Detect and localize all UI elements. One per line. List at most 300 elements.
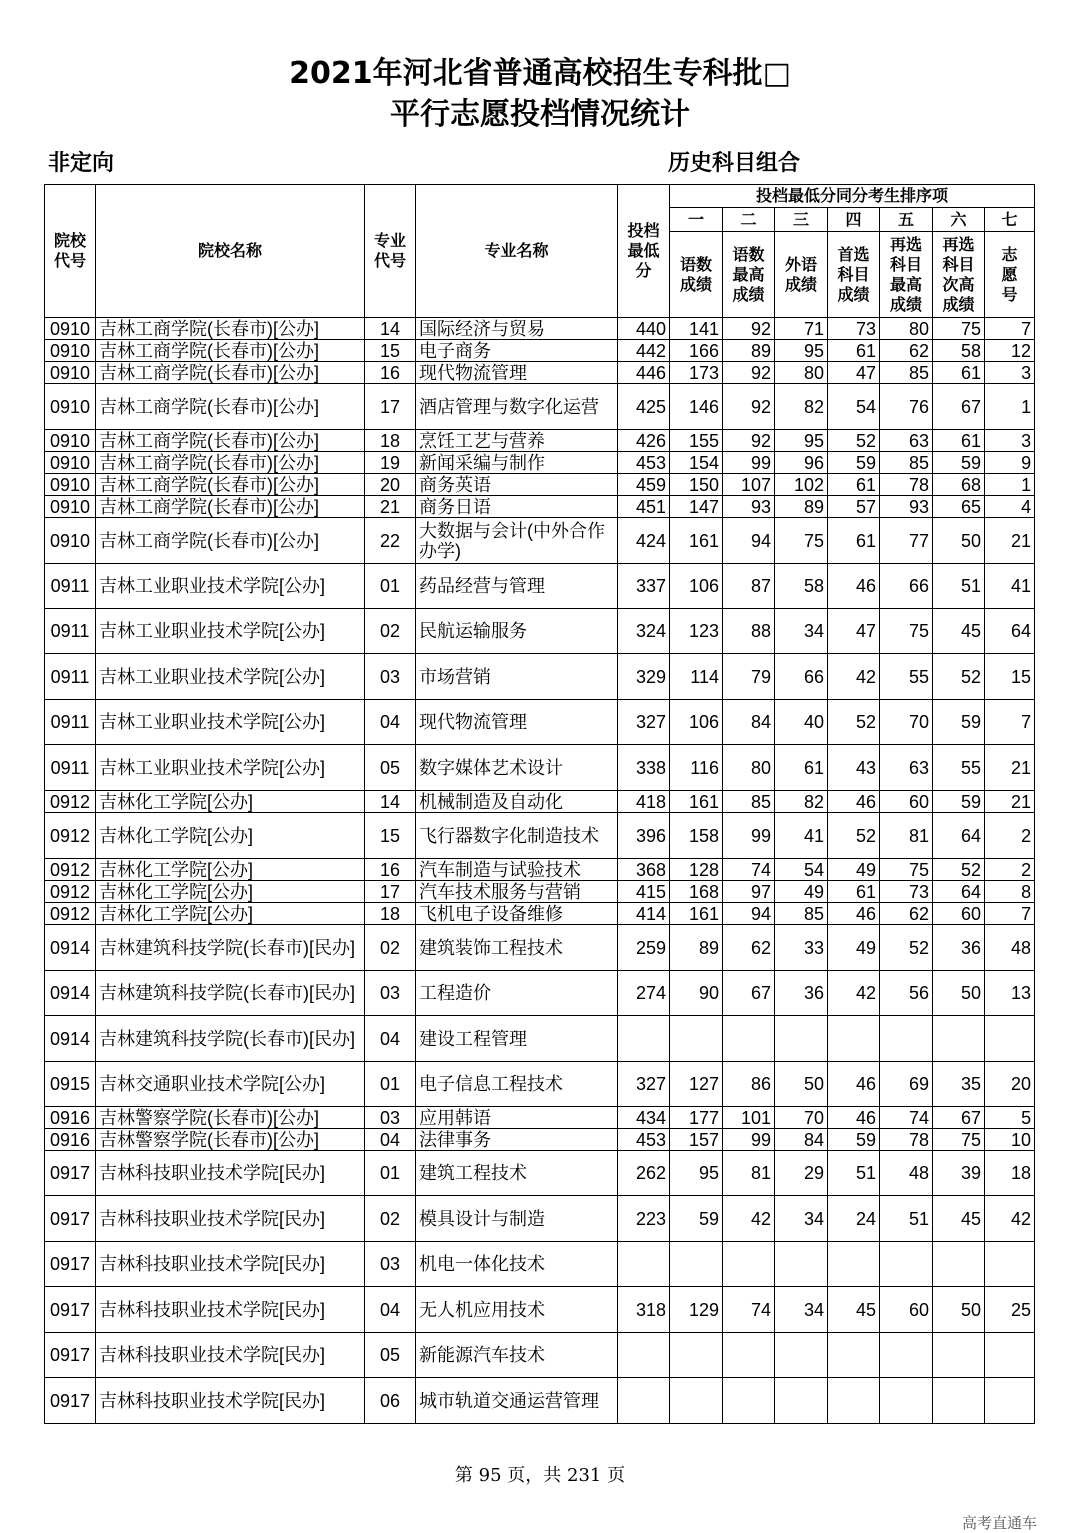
- score-5-cell: 75: [880, 859, 933, 881]
- school-code-cell: 0914: [45, 925, 96, 971]
- score-4-cell: 49: [828, 859, 880, 881]
- school-name-cell: 吉林工商学院(长春市)[公办]: [96, 340, 365, 362]
- table-row: [45, 654, 1035, 700]
- major-name-cell: 机电一体化技术: [416, 1242, 618, 1287]
- major-name-cell: 酒店管理与数字化运营: [416, 384, 618, 430]
- page-footer: 第 95 页，共 231 页: [454, 1465, 626, 1486]
- preference-cell: 9: [985, 452, 1035, 474]
- score-2-cell: 42: [723, 1196, 775, 1242]
- school-code-cell: 0911: [45, 745, 96, 791]
- score-5-cell: 60: [880, 791, 933, 813]
- table-row: [45, 1016, 1035, 1062]
- header-sub: 再选科目最高成绩: [880, 232, 933, 318]
- major-code-cell: 06: [365, 1378, 416, 1424]
- score-4-cell: 42: [828, 654, 880, 700]
- major-code-cell: 15: [365, 813, 416, 859]
- major-name-cell: 民航运输服务: [416, 609, 618, 654]
- major-name-cell: 药品经营与管理: [416, 564, 618, 609]
- preference-cell: 25: [985, 1287, 1035, 1333]
- header-order: 五: [880, 208, 933, 232]
- score-1-cell: 116: [670, 745, 723, 791]
- score-1-cell: 150: [670, 474, 723, 496]
- score-5-cell: [880, 1378, 933, 1424]
- score-3-cell: 58: [775, 564, 828, 609]
- score-3-cell: 82: [775, 384, 828, 430]
- score-1-cell: 129: [670, 1287, 723, 1333]
- header-school-code: 院校代号: [45, 185, 96, 318]
- score-2-cell: 92: [723, 384, 775, 430]
- score-5-cell: 74: [880, 1107, 933, 1129]
- table-row: [45, 903, 1035, 925]
- major-code-cell: 01: [365, 1062, 416, 1107]
- score-3-cell: 96: [775, 452, 828, 474]
- preference-cell: 3: [985, 362, 1035, 384]
- preference-cell: [985, 1333, 1035, 1378]
- school-code-cell: 0911: [45, 700, 96, 745]
- school-code-cell: 0911: [45, 564, 96, 609]
- table-row: [45, 971, 1035, 1016]
- min-score-cell: 327: [618, 700, 670, 745]
- min-score-cell: 415: [618, 881, 670, 903]
- preference-cell: 8: [985, 881, 1035, 903]
- score-6-cell: 45: [933, 1196, 985, 1242]
- major-name-cell: 飞机电子设备维修: [416, 903, 618, 925]
- header-school-name: 院校名称: [96, 185, 365, 318]
- score-5-cell: 62: [880, 903, 933, 925]
- min-score-cell: [618, 1016, 670, 1062]
- score-2-cell: 92: [723, 318, 775, 340]
- major-name-cell: 商务日语: [416, 496, 618, 518]
- preference-cell: 21: [985, 518, 1035, 564]
- score-5-cell: 78: [880, 474, 933, 496]
- table-row: [45, 881, 1035, 903]
- school-name-cell: 吉林化工学院[公办]: [96, 791, 365, 813]
- score-6-cell: 51: [933, 564, 985, 609]
- score-6-cell: 50: [933, 971, 985, 1016]
- preference-cell: 7: [985, 318, 1035, 340]
- school-code-cell: 0912: [45, 903, 96, 925]
- score-5-cell: 55: [880, 654, 933, 700]
- score-5-cell: 78: [880, 1129, 933, 1151]
- major-code-cell: 21: [365, 496, 416, 518]
- score-6-cell: 36: [933, 925, 985, 971]
- score-1-cell: 173: [670, 362, 723, 384]
- major-name-cell: 建设工程管理: [416, 1016, 618, 1062]
- score-1-cell: 123: [670, 609, 723, 654]
- school-code-cell: 0910: [45, 340, 96, 362]
- score-2-cell: 107: [723, 474, 775, 496]
- preference-cell: 15: [985, 654, 1035, 700]
- min-score-cell: [618, 1242, 670, 1287]
- min-score-cell: 414: [618, 903, 670, 925]
- preference-cell: [985, 1378, 1035, 1424]
- score-5-cell: 73: [880, 881, 933, 903]
- score-2-cell: 94: [723, 903, 775, 925]
- table-row: [45, 362, 1035, 384]
- school-code-cell: 0915: [45, 1062, 96, 1107]
- score-2-cell: 80: [723, 745, 775, 791]
- school-name-cell: 吉林警察学院(长春市)[公办]: [96, 1129, 365, 1151]
- score-2-cell: 67: [723, 971, 775, 1016]
- header-sub: 外语成绩: [775, 232, 828, 318]
- major-code-cell: 16: [365, 362, 416, 384]
- subtitle-right: 历史科目组合: [668, 151, 801, 176]
- preference-cell: 10: [985, 1129, 1035, 1151]
- page-title-line1: 2021年河北省普通高校招生专科批□: [289, 56, 791, 91]
- major-name-cell: 建筑装饰工程技术: [416, 925, 618, 971]
- min-score-cell: 426: [618, 430, 670, 452]
- min-score-cell: 459: [618, 474, 670, 496]
- min-score-cell: 259: [618, 925, 670, 971]
- header-major-code: 专业代号: [365, 185, 416, 318]
- table-row: [45, 700, 1035, 745]
- min-score-cell: 338: [618, 745, 670, 791]
- min-score-cell: 318: [618, 1287, 670, 1333]
- major-name-cell: 建筑工程技术: [416, 1151, 618, 1196]
- school-name-cell: 吉林工商学院(长春市)[公办]: [96, 362, 365, 384]
- score-4-cell: 49: [828, 925, 880, 971]
- score-6-cell: [933, 1016, 985, 1062]
- table-row: [45, 430, 1035, 452]
- score-6-cell: 50: [933, 518, 985, 564]
- major-code-cell: 16: [365, 859, 416, 881]
- major-name-cell: 模具设计与制造: [416, 1196, 618, 1242]
- major-code-cell: 04: [365, 700, 416, 745]
- score-4-cell: 59: [828, 1129, 880, 1151]
- score-1-cell: 90: [670, 971, 723, 1016]
- score-6-cell: 68: [933, 474, 985, 496]
- table-row: [45, 1287, 1035, 1333]
- score-3-cell: 54: [775, 859, 828, 881]
- score-6-cell: 75: [933, 318, 985, 340]
- header-sub: 再选科目次高成绩: [933, 232, 985, 318]
- score-3-cell: 70: [775, 1107, 828, 1129]
- score-6-cell: [933, 1378, 985, 1424]
- score-6-cell: [933, 1242, 985, 1287]
- preference-cell: 13: [985, 971, 1035, 1016]
- major-code-cell: 14: [365, 791, 416, 813]
- table-row: [45, 1107, 1035, 1129]
- min-score-cell: 446: [618, 362, 670, 384]
- school-code-cell: 0910: [45, 518, 96, 564]
- header-order: 七: [985, 208, 1035, 232]
- score-1-cell: [670, 1333, 723, 1378]
- table-body: [45, 318, 1035, 1424]
- school-code-cell: 0917: [45, 1378, 96, 1424]
- preference-cell: [985, 1242, 1035, 1287]
- major-code-cell: 02: [365, 1196, 416, 1242]
- score-1-cell: 106: [670, 564, 723, 609]
- score-6-cell: 60: [933, 903, 985, 925]
- school-name-cell: 吉林工业职业技术学院[公办]: [96, 609, 365, 654]
- preference-cell: 48: [985, 925, 1035, 971]
- score-4-cell: 61: [828, 881, 880, 903]
- score-1-cell: 141: [670, 318, 723, 340]
- school-name-cell: 吉林交通职业技术学院[公办]: [96, 1062, 365, 1107]
- header-min-score: 投档最低分: [618, 185, 670, 318]
- school-code-cell: 0914: [45, 971, 96, 1016]
- score-4-cell: [828, 1333, 880, 1378]
- score-1-cell: 146: [670, 384, 723, 430]
- major-code-cell: 05: [365, 1333, 416, 1378]
- major-name-cell: 电子商务: [416, 340, 618, 362]
- score-5-cell: 63: [880, 745, 933, 791]
- major-name-cell: 大数据与会计(中外合作办学): [416, 518, 618, 564]
- school-code-cell: 0911: [45, 654, 96, 700]
- subtitle-left: 非定向: [48, 151, 115, 176]
- score-1-cell: 59: [670, 1196, 723, 1242]
- major-name-cell: 市场营销: [416, 654, 618, 700]
- table-row: [45, 859, 1035, 881]
- school-name-cell: 吉林工商学院(长春市)[公办]: [96, 318, 365, 340]
- score-1-cell: 155: [670, 430, 723, 452]
- score-5-cell: [880, 1016, 933, 1062]
- school-name-cell: 吉林工业职业技术学院[公办]: [96, 700, 365, 745]
- score-4-cell: 46: [828, 791, 880, 813]
- score-3-cell: 41: [775, 813, 828, 859]
- major-code-cell: 17: [365, 384, 416, 430]
- score-2-cell: 87: [723, 564, 775, 609]
- major-code-cell: 18: [365, 903, 416, 925]
- major-name-cell: 电子信息工程技术: [416, 1062, 618, 1107]
- header-sub: 语数成绩: [670, 232, 723, 318]
- major-code-cell: 20: [365, 474, 416, 496]
- min-score-cell: 453: [618, 1129, 670, 1151]
- score-5-cell: 77: [880, 518, 933, 564]
- score-1-cell: 147: [670, 496, 723, 518]
- major-code-cell: 15: [365, 340, 416, 362]
- major-name-cell: 数字媒体艺术设计: [416, 745, 618, 791]
- school-code-cell: 0917: [45, 1242, 96, 1287]
- score-1-cell: 106: [670, 700, 723, 745]
- major-code-cell: 01: [365, 564, 416, 609]
- score-5-cell: 85: [880, 452, 933, 474]
- major-name-cell: 无人机应用技术: [416, 1287, 618, 1333]
- preference-cell: 1: [985, 384, 1035, 430]
- score-4-cell: 59: [828, 452, 880, 474]
- score-3-cell: 89: [775, 496, 828, 518]
- score-3-cell: 84: [775, 1129, 828, 1151]
- score-2-cell: 101: [723, 1107, 775, 1129]
- table-row: [45, 518, 1035, 564]
- score-6-cell: 61: [933, 362, 985, 384]
- score-2-cell: 99: [723, 1129, 775, 1151]
- score-1-cell: 161: [670, 518, 723, 564]
- school-name-cell: 吉林科技职业技术学院[民办]: [96, 1242, 365, 1287]
- major-name-cell: 机械制造及自动化: [416, 791, 618, 813]
- min-score-cell: 424: [618, 518, 670, 564]
- header-order: 四: [828, 208, 880, 232]
- school-code-cell: 0916: [45, 1107, 96, 1129]
- table-row: [45, 745, 1035, 791]
- score-1-cell: 166: [670, 340, 723, 362]
- score-6-cell: 35: [933, 1062, 985, 1107]
- score-6-cell: 52: [933, 654, 985, 700]
- header-sub: 首选科目成绩: [828, 232, 880, 318]
- table-row: [45, 496, 1035, 518]
- score-3-cell: 33: [775, 925, 828, 971]
- score-6-cell: [933, 1333, 985, 1378]
- header-tiebreak-group: 投档最低分同分考生排序项: [670, 185, 1035, 208]
- score-4-cell: 61: [828, 518, 880, 564]
- score-1-cell: 154: [670, 452, 723, 474]
- score-3-cell: 61: [775, 745, 828, 791]
- header-major-name: 专业名称: [416, 185, 618, 318]
- score-4-cell: 43: [828, 745, 880, 791]
- score-4-cell: 24: [828, 1196, 880, 1242]
- score-3-cell: 80: [775, 362, 828, 384]
- score-4-cell: 47: [828, 362, 880, 384]
- score-4-cell: 47: [828, 609, 880, 654]
- score-2-cell: 97: [723, 881, 775, 903]
- score-5-cell: 81: [880, 813, 933, 859]
- score-6-cell: 65: [933, 496, 985, 518]
- school-code-cell: 0910: [45, 384, 96, 430]
- major-name-cell: 汽车技术服务与营销: [416, 881, 618, 903]
- score-3-cell: 29: [775, 1151, 828, 1196]
- score-2-cell: 99: [723, 452, 775, 474]
- school-code-cell: 0912: [45, 859, 96, 881]
- score-5-cell: 63: [880, 430, 933, 452]
- score-2-cell: 79: [723, 654, 775, 700]
- school-name-cell: 吉林工业职业技术学院[公办]: [96, 654, 365, 700]
- school-name-cell: 吉林科技职业技术学院[民办]: [96, 1333, 365, 1378]
- min-score-cell: 425: [618, 384, 670, 430]
- score-4-cell: 52: [828, 813, 880, 859]
- watermark: 高考直通车: [962, 1514, 1038, 1532]
- major-name-cell: 现代物流管理: [416, 700, 618, 745]
- major-name-cell: 城市轨道交通运营管理: [416, 1378, 618, 1424]
- school-name-cell: 吉林工商学院(长春市)[公办]: [96, 496, 365, 518]
- score-1-cell: 89: [670, 925, 723, 971]
- score-2-cell: 74: [723, 859, 775, 881]
- score-1-cell: 161: [670, 903, 723, 925]
- school-code-cell: 0917: [45, 1151, 96, 1196]
- score-3-cell: 85: [775, 903, 828, 925]
- score-3-cell: 66: [775, 654, 828, 700]
- score-4-cell: [828, 1378, 880, 1424]
- major-name-cell: 烹饪工艺与营养: [416, 430, 618, 452]
- score-3-cell: 95: [775, 340, 828, 362]
- score-6-cell: 59: [933, 700, 985, 745]
- header-order: 六: [933, 208, 985, 232]
- score-5-cell: 60: [880, 1287, 933, 1333]
- school-name-cell: 吉林工商学院(长春市)[公办]: [96, 430, 365, 452]
- min-score-cell: 337: [618, 564, 670, 609]
- major-code-cell: 02: [365, 609, 416, 654]
- score-2-cell: [723, 1016, 775, 1062]
- score-1-cell: 114: [670, 654, 723, 700]
- major-code-cell: 03: [365, 1107, 416, 1129]
- major-code-cell: 19: [365, 452, 416, 474]
- min-score-cell: 453: [618, 452, 670, 474]
- school-code-cell: 0910: [45, 496, 96, 518]
- score-5-cell: 52: [880, 925, 933, 971]
- table-row: [45, 813, 1035, 859]
- school-code-cell: 0917: [45, 1196, 96, 1242]
- major-name-cell: 汽车制造与试验技术: [416, 859, 618, 881]
- preference-cell: 18: [985, 1151, 1035, 1196]
- major-name-cell: 新闻采编与制作: [416, 452, 618, 474]
- score-3-cell: [775, 1242, 828, 1287]
- school-code-cell: 0910: [45, 430, 96, 452]
- min-score-cell: [618, 1333, 670, 1378]
- min-score-cell: 262: [618, 1151, 670, 1196]
- score-1-cell: 127: [670, 1062, 723, 1107]
- school-name-cell: 吉林科技职业技术学院[民办]: [96, 1196, 365, 1242]
- score-3-cell: 36: [775, 971, 828, 1016]
- score-2-cell: 99: [723, 813, 775, 859]
- score-5-cell: 56: [880, 971, 933, 1016]
- score-2-cell: 74: [723, 1287, 775, 1333]
- major-code-cell: 14: [365, 318, 416, 340]
- school-name-cell: 吉林化工学院[公办]: [96, 813, 365, 859]
- score-5-cell: [880, 1242, 933, 1287]
- score-6-cell: 55: [933, 745, 985, 791]
- major-code-cell: 04: [365, 1016, 416, 1062]
- major-code-cell: 18: [365, 430, 416, 452]
- score-3-cell: [775, 1016, 828, 1062]
- table-row: [45, 318, 1035, 340]
- major-code-cell: 03: [365, 654, 416, 700]
- score-3-cell: [775, 1333, 828, 1378]
- score-1-cell: 161: [670, 791, 723, 813]
- score-6-cell: 59: [933, 452, 985, 474]
- preference-cell: 12: [985, 340, 1035, 362]
- score-6-cell: 50: [933, 1287, 985, 1333]
- preference-cell: 7: [985, 903, 1035, 925]
- table-row: [45, 1151, 1035, 1196]
- major-name-cell: 法律事务: [416, 1129, 618, 1151]
- score-6-cell: 58: [933, 340, 985, 362]
- major-code-cell: 03: [365, 1242, 416, 1287]
- score-2-cell: 62: [723, 925, 775, 971]
- school-code-cell: 0910: [45, 318, 96, 340]
- min-score-cell: 418: [618, 791, 670, 813]
- school-code-cell: 0912: [45, 813, 96, 859]
- table-row: [45, 452, 1035, 474]
- score-3-cell: 34: [775, 609, 828, 654]
- school-name-cell: 吉林工商学院(长春市)[公办]: [96, 474, 365, 496]
- major-name-cell: 国际经济与贸易: [416, 318, 618, 340]
- score-3-cell: 40: [775, 700, 828, 745]
- score-1-cell: 95: [670, 1151, 723, 1196]
- score-4-cell: 54: [828, 384, 880, 430]
- table-row: [45, 340, 1035, 362]
- score-2-cell: 86: [723, 1062, 775, 1107]
- preference-cell: 21: [985, 745, 1035, 791]
- school-code-cell: 0910: [45, 474, 96, 496]
- major-code-cell: 04: [365, 1287, 416, 1333]
- school-name-cell: 吉林工业职业技术学院[公办]: [96, 745, 365, 791]
- score-3-cell: 49: [775, 881, 828, 903]
- score-6-cell: 64: [933, 813, 985, 859]
- admission-table: [44, 184, 1035, 1424]
- major-code-cell: 02: [365, 925, 416, 971]
- score-6-cell: 52: [933, 859, 985, 881]
- score-2-cell: 81: [723, 1151, 775, 1196]
- school-code-cell: 0912: [45, 791, 96, 813]
- preference-cell: 7: [985, 700, 1035, 745]
- school-name-cell: 吉林工商学院(长春市)[公办]: [96, 384, 365, 430]
- score-5-cell: 70: [880, 700, 933, 745]
- min-score-cell: 274: [618, 971, 670, 1016]
- score-2-cell: [723, 1333, 775, 1378]
- score-3-cell: 95: [775, 430, 828, 452]
- major-code-cell: 04: [365, 1129, 416, 1151]
- score-6-cell: 61: [933, 430, 985, 452]
- major-name-cell: 商务英语: [416, 474, 618, 496]
